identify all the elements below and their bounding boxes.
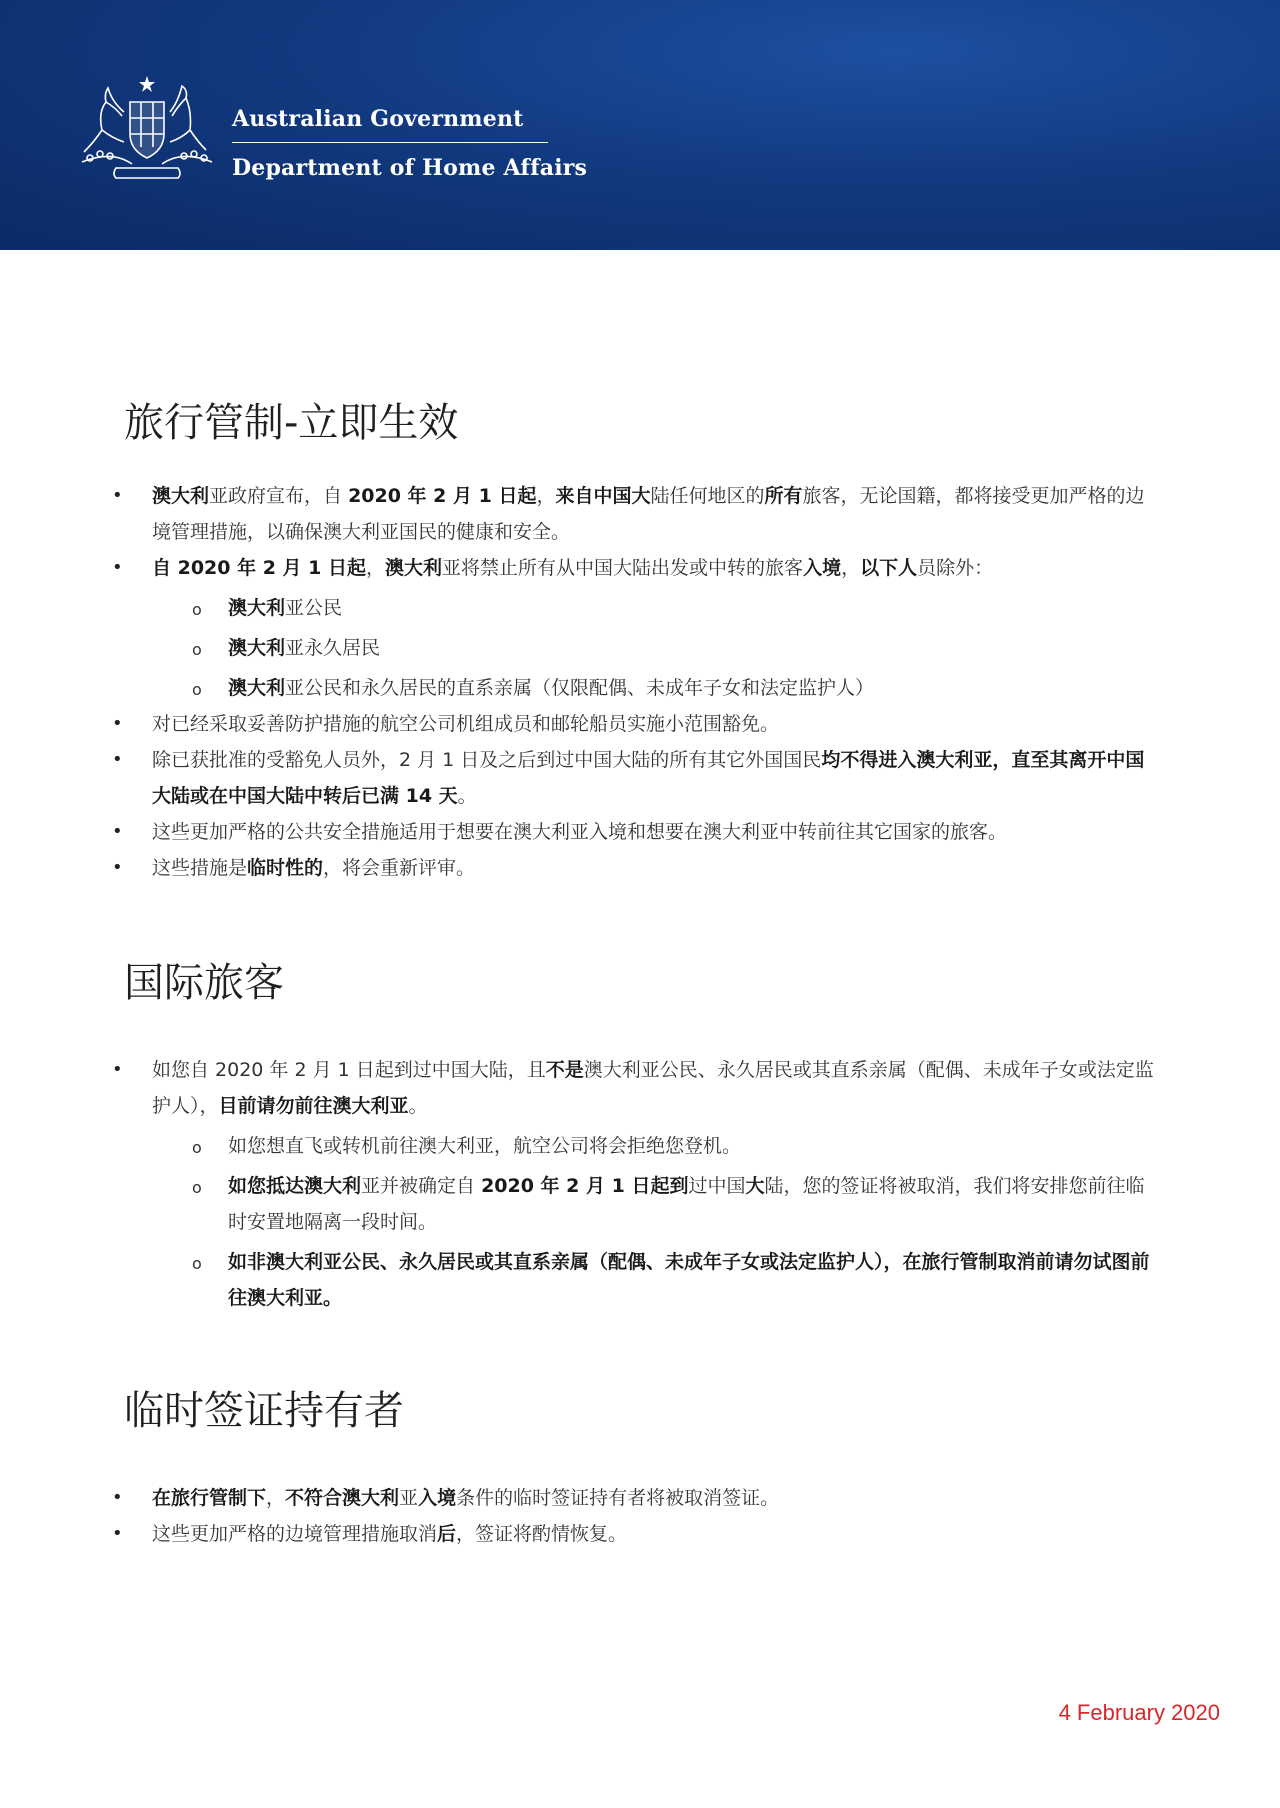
bullet-item	[112, 742, 1162, 814]
section-title-international-travellers: 国际旅客	[124, 960, 284, 1006]
text: 澳大利亚公民、永久居民或其直系亲属（配偶、未成年子女或法定监护人），	[152, 1059, 1154, 1117]
bullet-item	[112, 478, 1162, 550]
text: 这些措施是	[152, 857, 248, 879]
bold-text: 在旅行管制下	[152, 1487, 267, 1509]
text: 这些更加严格的边境管理措施取消	[152, 1523, 438, 1545]
bullet-item	[112, 1052, 1162, 1124]
bold-text: 入境	[418, 1487, 457, 1509]
section-title-travel-restrictions: 旅行管制-立即生效	[124, 400, 459, 446]
sub-bullet-item	[112, 1128, 1162, 1164]
bullet-item	[112, 850, 1162, 886]
bold-text: 临时性的	[247, 857, 324, 879]
bold-text: 不是	[545, 1059, 584, 1081]
bold-text: 大	[745, 1175, 765, 1197]
bold-text: 来自中国大	[555, 485, 651, 507]
text: 亚并被确定自	[361, 1175, 482, 1197]
bold-text: 澳大利	[228, 637, 286, 659]
department-name: Department of Home Affairs	[232, 155, 588, 181]
text: 除已获批准的受豁免人员外，2 月 1 日及之后到过中国大陆的所有其它外国国民	[152, 749, 822, 771]
bold-text: 入境	[803, 557, 842, 579]
bullet-item	[112, 1516, 1162, 1552]
text: ，签证将酌情恢复。	[456, 1523, 628, 1545]
text: 条件的临时签证持有者将被取消签证。	[456, 1487, 780, 1509]
sub-bullet-item	[112, 630, 1162, 666]
text: 亚	[399, 1487, 419, 1509]
coat-of-arms-icon	[72, 72, 222, 192]
bold-text: 澳大利	[152, 485, 210, 507]
bold-text: 均不得进入澳大利亚，直至其离开中国大陆或在中国大陆中转后已满 14 天	[152, 749, 1145, 807]
sub-bullet-item	[112, 670, 1162, 706]
bold-text: 如您抵达澳大利	[228, 1175, 362, 1197]
travel-restrictions-list	[112, 478, 1162, 886]
text: ，将会重新评审。	[323, 857, 476, 879]
bold-text: 澳大利	[385, 557, 443, 579]
bullet-item	[112, 550, 1162, 586]
bold-text: 所有	[764, 485, 803, 507]
text: 这些更加严格的公共安全措施适用于想要在澳大利亚入境和想要在澳大利亚中转前往其它国家的旅客。	[152, 821, 1008, 843]
sub-bullet-item	[112, 590, 1162, 626]
text: 对已经采取妥善防护措施的航空公司机组成员和邮轮船员实施小范围豁免。	[152, 713, 780, 735]
text: 陆任何地区的	[650, 485, 765, 507]
bold-text: 2020 年 2 月 1 日起	[348, 485, 537, 507]
text: 陆，您的签证将被取消，我们将安排您前往临时安置地隔离一段时间。	[228, 1175, 1145, 1233]
agency-name-block	[232, 104, 587, 183]
text: ，	[266, 1487, 286, 1509]
agency-divider	[232, 142, 548, 143]
bold-text: 目前请勿前往澳大利亚	[218, 1095, 409, 1117]
bold-text: 澳大利	[228, 677, 286, 699]
text: 。	[457, 785, 477, 807]
bold-text: 自 2020 年 2 月 1 日起	[152, 557, 367, 579]
text: 。	[408, 1095, 428, 1117]
bullet-item	[112, 1480, 1162, 1516]
sub-bullet-item	[112, 1244, 1162, 1316]
text: ，	[536, 485, 556, 507]
bold-text: 澳大利	[228, 597, 286, 619]
text: 过中国	[688, 1175, 746, 1197]
bold-text: 如非澳大利亚公民、永久居民或其直系亲属（配偶、未成年子女或法定监护人），在旅行管制取消前请勿试图前往澳大利亚。	[228, 1251, 1150, 1309]
sub-bullet-item	[112, 1168, 1162, 1240]
bullet-item	[112, 814, 1162, 850]
text: ，	[841, 557, 861, 579]
text: 如您自 2020 年 2 月 1 日起到过中国大陆，且	[152, 1059, 546, 1081]
text: ，	[366, 557, 386, 579]
text: 亚将禁止所有从中国大陆出发或中转的旅客	[442, 557, 804, 579]
bold-text: 不符合澳大利	[285, 1487, 400, 1509]
bold-text: 后	[437, 1523, 457, 1545]
bold-text: 以下人	[860, 557, 918, 579]
text: 员除外：	[917, 557, 994, 579]
international-travellers-list	[112, 1052, 1162, 1316]
text: 亚永久居民	[285, 637, 381, 659]
text: 亚公民	[285, 597, 343, 619]
temporary-visa-holders-list	[112, 1480, 1162, 1552]
bold-text: 2020 年 2 月 1 日起到	[481, 1175, 689, 1197]
text: 亚政府宣布，自	[209, 485, 349, 507]
text: 旅客，无论国籍，都将接受更加严格的边境管理措施，以确保澳大利亚国民的健康和安全。	[152, 485, 1145, 543]
text: 亚公民和永久居民的直系亲属（仅限配偶、未成年子女和法定监护人）	[285, 677, 875, 699]
section-title-temporary-visa-holders: 临时签证持有者	[124, 1388, 404, 1434]
text: 如您想直飞或转机前往澳大利亚，航空公司将会拒绝您登机。	[228, 1135, 742, 1157]
header-banner	[0, 0, 1280, 250]
document-date: 4 February 2020	[1058, 1700, 1220, 1725]
bullet-item	[112, 706, 1162, 742]
government-name: Australian Government	[232, 106, 524, 132]
